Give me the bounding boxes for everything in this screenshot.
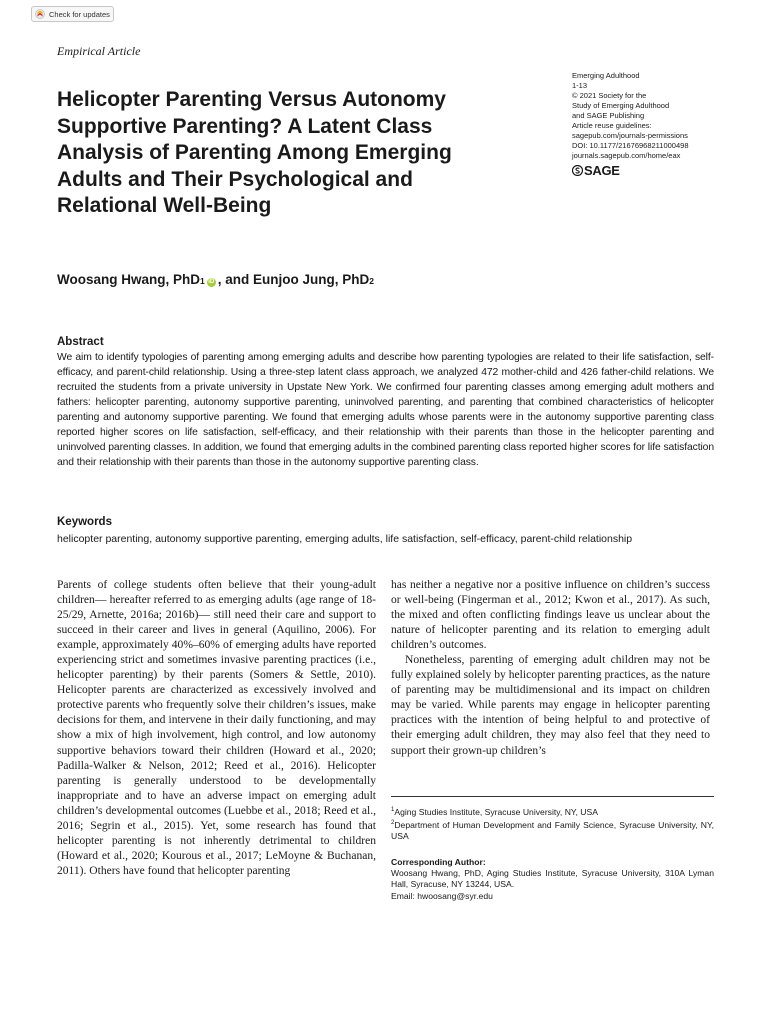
- keywords-heading: Keywords: [57, 516, 112, 528]
- article-title: Helicopter Parenting Versus Autonomy Supportive Parenting? A Latent Class Analysis of Parenting Among Emerging Adults and Their Psychological and Relational Well-Being: [57, 88, 452, 217]
- journal-name: Emerging Adulthood: [572, 71, 640, 80]
- affiliation-marker: 2: [369, 276, 374, 286]
- journal-info: [572, 71, 722, 176]
- affiliation-marker: 1: [391, 807, 395, 813]
- corresponding-author-address: Woosang Hwang, PhD, Aging Studies Institute, Syracuse University, 310A Lyman Hall, Syracuse, NY 13244, USA.: [391, 867, 714, 890]
- corresponding-author-heading: Corresponding Author:: [391, 856, 486, 867]
- sage-logo-text: SAGE: [584, 162, 620, 178]
- copyright-line: and SAGE Publishing: [572, 111, 645, 120]
- page-range: 1-13: [572, 81, 588, 90]
- doi-link[interactable]: DOI: 10.1177/21676968211000498: [572, 141, 689, 150]
- affiliation-marker: 1: [200, 276, 205, 286]
- check-for-updates-label: Check for updates: [49, 9, 110, 19]
- author-name: , and Eunjoo Jung, PhD: [217, 272, 370, 287]
- abstract-heading: Abstract: [57, 336, 104, 348]
- journal-homepage-link[interactable]: journals.sagepub.com/home/eax: [572, 151, 681, 160]
- footnotes: [391, 805, 714, 902]
- abstract-text: We aim to identify typologies of parenting among emerging adults and describe how parenting typologies are related to their life satisfaction, self-efficacy, and parent-child relationship. Using a three-step latent class approach, we analyzed 472 mother-child and 426 father-child relations. We recruited the students from a private university in Upstate New York. We confirmed four parenting classes among emerging adult mothers and fathers: helicopter parenting, autonomy supportive parenting, uninvolved parenting, and parenting that combined characteristics of helicopter parenting and autonomy supportive parenting. We found that emerging adults whose parents were in the autonomy supportive parenting class reported higher scores on life satisfaction, self-efficacy, and their relationship with their parents than those in the helicopter parenting and uninvolved parenting classes. In addition, we found that emerging adults in the combined parenting class reported higher scores for life satisfaction and their relationship with their parents than those in the autonomy supportive parenting class.: [57, 352, 714, 468]
- copyright-line: Study of Emerging Adulthood: [572, 101, 670, 110]
- keywords-list: helicopter parenting, autonomy supportive parenting, emerging adults, life satisfaction, self-efficacy, parent-child relationship: [57, 533, 633, 545]
- sage-logo: [572, 162, 722, 178]
- affiliation-note: $^1$Aging Studies Institute, Syracuse University, NY, USA: [391, 806, 598, 817]
- orcid-icon[interactable]: iD: [208, 279, 215, 285]
- affiliation-marker: 2: [391, 820, 395, 827]
- author-line: [57, 272, 374, 288]
- corresponding-author-email[interactable]: Email: hwoosang@syr.edu: [391, 890, 493, 901]
- body-paragraph: has neither a negative nor a positive influence on children’s success or well-being (Fingerman et al., 2012; Kwon et al., 2017). As such, the mixed and often conflicting findings leave us unclear about the nature of helicopter parenting and its relation to emerging adult children’s outcomes.: [391, 579, 710, 652]
- body-column-left: [57, 578, 376, 879]
- sage-logo-icon: [572, 165, 583, 176]
- article-type: Empirical Article: [57, 44, 141, 58]
- permissions-link[interactable]: sagepub.com/journals-permissions: [572, 131, 688, 140]
- author-name: Woosang Hwang, PhD: [57, 272, 201, 287]
- body-column-right: [391, 578, 710, 759]
- copyright-line: © 2021 Society for the: [572, 91, 647, 100]
- affiliation-note: $^2$Department of Human Development and Family Science, Syracuse University, NY, USA: [391, 820, 714, 842]
- body-paragraph: Nonetheless, parenting of emerging adult children may not be fully explained solely by helicopter parenting practices, as the nature of parenting may be multidimensional and its impact on children may be varied. While parents may engage in helicopter parenting practices with the intention of being helpful to and protective of their emerging adult children, they may also feel that they need to support their grown-up children’s: [391, 654, 710, 757]
- check-for-updates-icon: [35, 9, 45, 19]
- check-for-updates-button[interactable]: [31, 6, 114, 22]
- footnote-divider: [391, 796, 714, 797]
- reuse-guidelines: Article reuse guidelines:: [572, 121, 652, 130]
- body-paragraph: Parents of college students often believe that their young-adult children— hereafter referred to as emerging adults (age range of 18-25/29, Arnette, 2016a; 2016b)— still need their care and support to succeed in their career and lives in general (Aquilino, 2006). For example, approximately 40%–60% of emerging adults have reported experiencing strict and sometimes invasive parenting practices (i.e., helicopter parenting) by their parents (Somers & Settle, 2010). Helicopter parents are characterized as excessively involved and protective parents who frequently solve their children’s issues, make decisions for them, and intervene in their daily functioning, and may show a mix of high involvement, high control, and low autonomy supportive behaviors toward their children (Howard et al., 2020; Padilla-Walker & Nelson, 2012; Reed et al., 2016). Helicopter parenting is generally understood to be developmentally inappropriate and to have an adverse impact on emerging adult children’s developmental outcomes (Luebbe et al., 2018; Reed et al., 2016; Segrin et al., 2015). Yet, some research has found that helicopter parenting is not inherently detrimental to children (Howard et al., 2020; Kourous et al., 2017; LeMoyne & Buchanan, 2011). Others have found that helicopter parenting: [57, 579, 376, 877]
